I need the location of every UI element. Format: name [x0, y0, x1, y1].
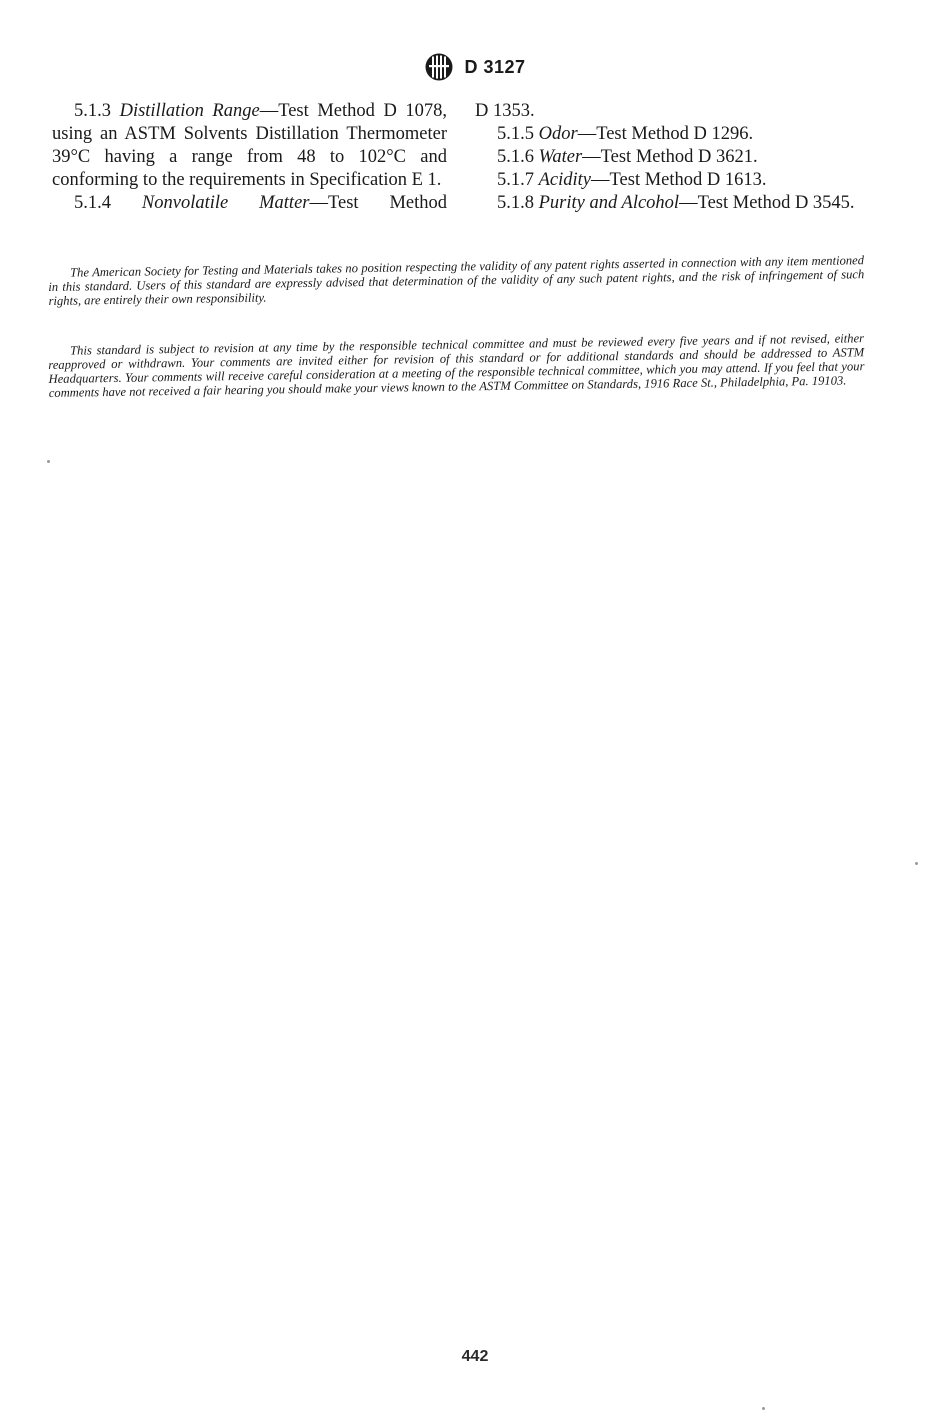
section-5-1-6 [475, 146, 865, 169]
left-column [52, 100, 447, 215]
section-title: Odor [538, 124, 578, 144]
section-text: —Test Method [309, 193, 447, 213]
page-number: 442 [461, 1348, 489, 1365]
section-text: —Test Method D 1078, using an ASTM Solvents Distillation Thermometer 39°C having a range from 48 to 102°C and conforming to the requirements in Specification E 1. [52, 101, 447, 190]
section-text: —Test Method D 3621. [582, 147, 758, 167]
astm-logo-icon [424, 52, 454, 82]
section-title: Purity and Alcohol [538, 193, 680, 213]
patent-notice-text: The American Society for Testing and Materials takes no position respecting the validity of any patent rights asserted in connection with any item mentioned in this standard. Users of this standard are expressly advised that determination of the validity of any such patent rights, and the risk of infringement of such rights, are entirely their own responsibility. [48, 253, 865, 308]
section-title: Nonvolatile Matter [141, 193, 310, 213]
section-title: Water [538, 147, 583, 167]
section-number: 5.1.4 [74, 193, 111, 213]
right-column [475, 100, 865, 215]
section-text: —Test Method D 1613. [591, 170, 767, 190]
section-5-1-7 [475, 169, 865, 192]
section-number: 5.1.8 [497, 193, 534, 213]
scan-speck [915, 862, 918, 865]
scan-speck [762, 1407, 765, 1410]
section-text: —Test Method D 1296. [577, 124, 754, 144]
standard-designation: D 3127 [464, 56, 526, 77]
scan-speck [47, 460, 50, 463]
section-5-1-3 [52, 100, 447, 192]
section-number: 5.1.5 [497, 124, 534, 144]
section-title: Distillation Range [119, 101, 260, 121]
patent-notice [48, 253, 865, 308]
section-number: 5.1.3 [74, 101, 111, 121]
section-5-1-8 [475, 192, 865, 215]
revision-notice [48, 331, 865, 400]
revision-notice-text: This standard is subject to revision at any time by the responsible technical committee and must be reviewed every five years and if not revised, either reapproved or withdrawn. Your comments are invited either for revision of this standard or for additional standards and should be addressed to ASTM Headquarters. Your comments will receive careful consideration at a meeting of the responsible technical committee, which you may attend. If you feel that your comments have not received a fair hearing you should make your views known to the ASTM Committee on Standards, 1916 Race St., Philadelphia, Pa. 19103. [48, 331, 865, 400]
section-5-1-4 [52, 192, 447, 215]
section-text: —Test Method D 3545. [679, 193, 855, 213]
section-5-1-5 [475, 123, 865, 146]
section-number: 5.1.6 [497, 147, 534, 167]
page-header [0, 52, 950, 82]
section-5-1-4-continuation: D 1353. [475, 101, 535, 121]
section-title: Acidity [538, 170, 592, 190]
section-number: 5.1.7 [497, 170, 534, 190]
